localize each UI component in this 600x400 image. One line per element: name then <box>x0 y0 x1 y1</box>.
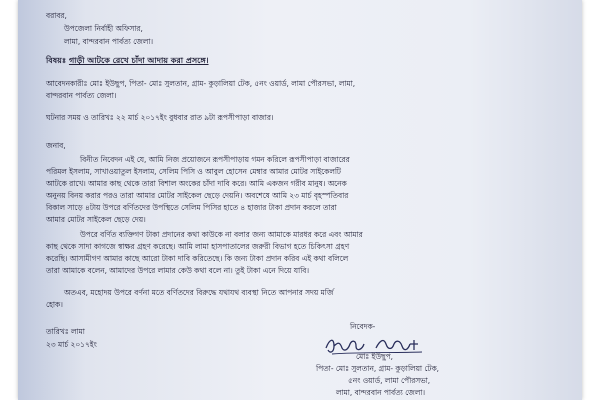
body-line-7: উপরে বর্ণিত ব্যক্তিগণ টাকা প্রদানের কথা কাউকে না বলার জন্য আমাকে মারধর করে এবং আমার <box>80 230 363 239</box>
signer-line-3: লামা, বান্দরবান পার্বত্য জেলা। <box>336 388 426 397</box>
signer-name: মোঃ ইউছুপ, <box>356 352 393 361</box>
body-line-2: পরিমল ইসলাম, সাখাওয়াতুল ইসলাম, সেলিম পিসি ও আবুল হোসেন মেম্বার আমার মোটর সাইকেলটি <box>46 167 341 176</box>
letter-page <box>18 0 582 400</box>
body-line-3: আটকে রাখে। আমার কাছ থেকে তারা বিশাল অংকের চাঁদা দাবি করে। আমি একজন গরীব মানুষ। অনেক <box>46 179 347 188</box>
body-line-6: আমার মোটর সাইকেল ছেড়ে দেয়। <box>46 215 146 224</box>
body-line-12: হোক। <box>46 300 63 309</box>
recipient-line-3: লামা, বান্দরবান পার্বত্য জেলা। <box>64 37 154 46</box>
applicant-line-1: আবেদনকারীঃ মোঃ ইউছুপ, পিতা- মোঃ সুলতান, গ্রাম- কুড়ালিয়া টেক, ৫নং ওয়ার্ড, লামা পৌরসভা, লামা, <box>46 79 356 88</box>
date-line-2: ২৩ মার্চ ২০১৭ইং <box>46 340 97 349</box>
applicant-line-2: বান্দরবান পার্বত্য জেলা। <box>46 91 117 100</box>
body-line-8: কাছ থেকে সাদা কাগজে স্বাক্ষর গ্রহণ করেছে। আমি লামা হাসপাতালের জরুরী বিভাগ হতে চিকিৎসা গ্রহণ <box>46 242 350 251</box>
date-line-1: তারিখঃ লামা <box>46 327 85 336</box>
subject-label: বিষয়ঃ <box>46 56 67 65</box>
recipient-line-1: বরাবর, <box>46 11 67 20</box>
body-line-4: অনুনয় বিনয় করার পরও তারা আমার মোটর সাইকেল ছেড়ে দেয়নি। অবশেষে আমি ২৩ মার্চ বৃহস্পতিবার <box>46 191 349 200</box>
body-line-10: তারা আমাকে বলেন, আমাদের উপরে লামার কেউ কথা বলে না। তুই টাকা এনে দিয়ে যাবি। <box>46 266 309 275</box>
incident-line: ঘটনার সময় ও তারিখঃ ২২ মার্চ ২০১৭ইং বুধবার রাত ৯টা রূপসীপাড়া বাজার। <box>46 113 274 122</box>
signer-heading: নিবেদক- <box>350 322 376 331</box>
subject-line <box>46 56 209 65</box>
signer-line-1: পিতা- মোঃ সুলতান, গ্রাম- কুড়ালিয়া টেক, <box>316 364 439 373</box>
signer-line-2: ৫নং ওয়ার্ড, লামা পৌরসভা, <box>348 376 431 385</box>
body-line-9: করেছি। আসামীগণ আমার কাছে আরো টাকা দাবি করিতেছে। কি জন্য টাকা প্রদান করিব এই কথা বলিলে <box>46 254 349 263</box>
salutation: জনাব, <box>46 141 66 150</box>
body-line-5: বিকাল সাড়ে ৪টায় উপরে বর্ণিতদের উপস্থিতে সেলিম পিসির হাতে ৪ হাজার টাকা প্রদান করলে তারা <box>46 203 337 212</box>
body-line-11: অতএব, মহোদয় উপরে বর্ণনা মতে বর্ণিতদের বিরুদ্ধে যথাযথ ব্যবস্থা নিতে আপনার সদয় মর্জি <box>64 288 334 297</box>
body-line-1: বিনীত নিবেদন এই যে, আমি নিজ প্রয়োজনে রূপসীপাড়ায় গমন করিলে রূপসীপাড়া বাজারের <box>80 155 350 164</box>
recipient-line-2: উপজেলা নির্বাহী অফিসার, <box>64 24 143 33</box>
subject-text: গাড়ী আটকে রেখে চাঁদা আদায় করা প্রসঙ্গে। <box>68 56 209 65</box>
